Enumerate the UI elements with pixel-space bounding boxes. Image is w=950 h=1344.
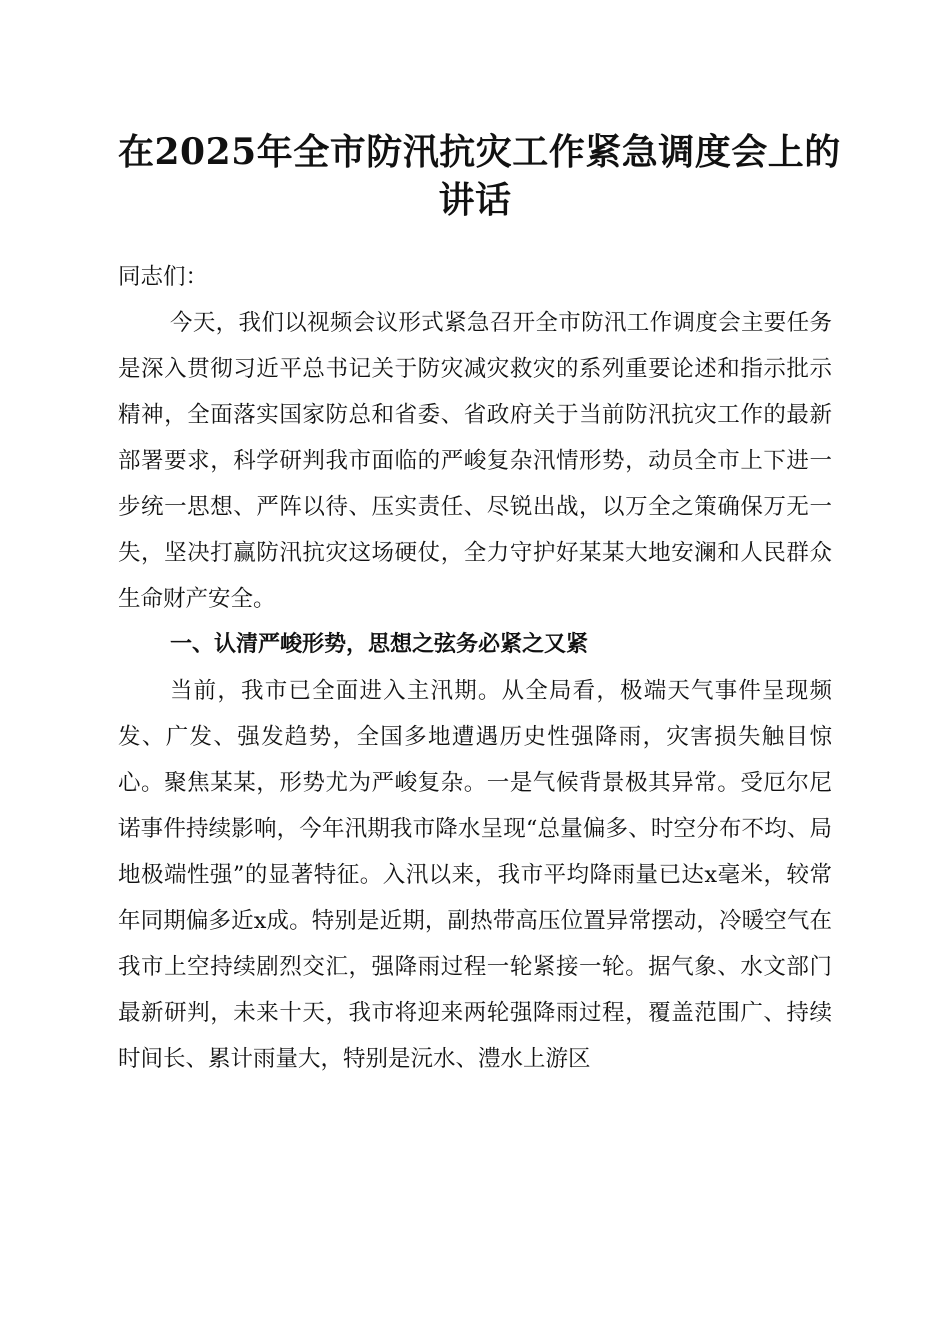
title-line-2: 讲话	[438, 179, 512, 221]
section-1-paragraph: 当前，我市已全面进入主汛期。从全局看，极端天气事件呈现频发、广发、强发趋势，全国多地遭遇历史性强降雨，灾害损失触目惊心。聚焦某某，形势尤为严峻复杂。一是气候背景极其异常。受厄尔尼诺事件持续影响，今年汛期我市降水呈现“总量偏多、时空分布不均、局地极端性强”的显著特征。入汛以来，我市平均降雨量已达x毫米，较常年同期偏多近x成。特别是近期，副热带高压位置异常摆动，冷暖空气在我市上空持续剧烈交汇，强降雨过程一轮紧接一轮。据气象、水文部门最新研判，未来十天，我市将迎来两轮强降雨过程，覆盖范围广、持续时间长、累计雨量大，特别是沅水、澧水上游区	[118, 678, 832, 1072]
salutation: 同志们：	[118, 264, 209, 290]
title-line-1: 在2025年全市防汛抗灾工作紧急调度会上的	[118, 131, 841, 173]
document-title	[118, 128, 841, 224]
section-heading-1: 一、认清严峻形势，思想之弦务必紧之又紧	[170, 632, 589, 657]
intro-paragraph: 今天，我们以视频会议形式紧急召开全市防汛工作调度会主要任务是深入贯彻习近平总书记关于防灾减灾救灾的系列重要论述和指示批示精神，全面落实国家防总和省委、省政府关于当前防汛抗灾工作的最新部署要求，科学研判我市面临的严峻复杂汛情形势，动员全市上下进一步统一思想、严阵以待、压实责任、尽锐出战，以万全之策确保万无一失，坚决打赢防汛抗灾这场硬仗，全力守护好某某大地安澜和人民群众生命财产安全。	[118, 310, 832, 612]
document-body	[118, 254, 832, 1082]
